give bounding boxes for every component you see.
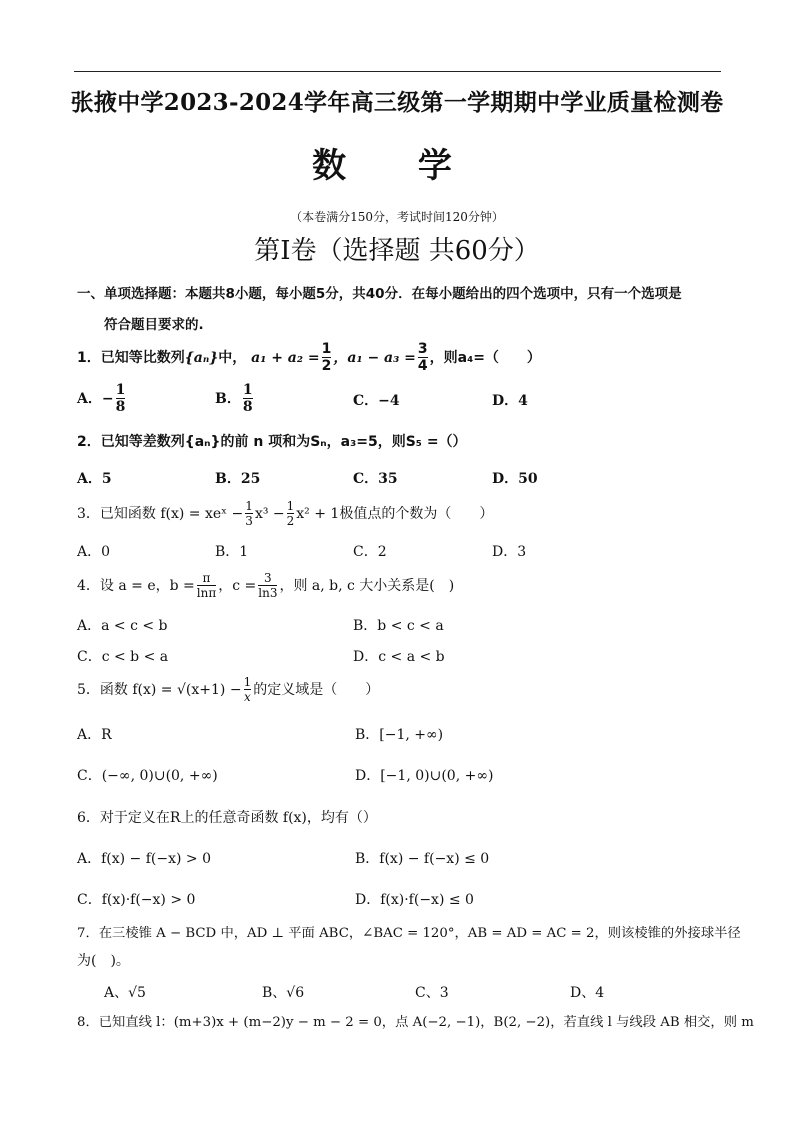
question-2: 2．已知等差数列{aₙ}的前 n 项和为Sₙ，a₃=5，则S₅ =（） — [77, 434, 467, 450]
question-5 — [77, 672, 379, 708]
q2-option-c: C．35 — [353, 471, 398, 487]
q1-frac1-num: 1 — [321, 340, 332, 357]
q4-frac-c-num: 3 — [264, 570, 272, 585]
question-1 — [77, 340, 541, 376]
q5-option-d: D．[−1, 0)∪(0, +∞) — [355, 768, 494, 784]
q1-sequence: {aₙ} — [184, 350, 219, 366]
q4-frac-b-num: π — [202, 570, 211, 585]
q4-frac-b — [197, 572, 216, 600]
q3-frac1 — [245, 500, 253, 528]
q5-prefix: 5．函数 f(x) = √(x+1) − — [77, 682, 242, 698]
q1-mid: 中， — [218, 350, 247, 366]
q6-option-a: A．f(x) − f(−x) > 0 — [77, 851, 212, 867]
q5-frac — [244, 676, 252, 704]
part-title: 第Ⅰ卷（选择题 共60分） — [254, 236, 540, 266]
q3-option-b: B．1 — [215, 544, 249, 560]
q1-frac2-num: 3 — [417, 340, 428, 357]
q1-option-a-sign: − — [101, 391, 114, 407]
q1-end: ，则a₄=（ ） — [429, 350, 541, 366]
q4-option-b: B．b < c < a — [353, 618, 444, 634]
q1-option-a — [77, 380, 127, 418]
q3-frac1-den: 3 — [245, 514, 253, 528]
q4-option-a: A．a < c < b — [77, 618, 168, 634]
q5-option-a: A．R — [77, 727, 112, 743]
q1-eq1: a₁ + a₂ = — [251, 350, 320, 366]
question-7-line1: 7．在三棱锥 A − BCD 中，AD ⊥ 平面 ABC，∠BAC = 120°，AB = AD = AC = 2，则该棱锥的外接球半径 — [77, 926, 741, 941]
header-rule — [74, 71, 721, 72]
q1-option-d: D．4 — [492, 393, 528, 409]
q5-option-b: B．[−1, +∞) — [355, 727, 444, 743]
q7-option-a: A、√5 — [104, 985, 146, 1001]
question-7-line2: 为( )。 — [77, 953, 130, 969]
q1-eq2: ，a₁ − a₃ = — [333, 350, 416, 366]
q5-frac-num: 1 — [243, 674, 252, 689]
q4-prefix: 4．设 a = e，b = — [77, 578, 195, 594]
q2-option-b: B．25 — [215, 471, 261, 487]
q1-option-b-frac — [243, 383, 253, 416]
q1-option-b-num: 1 — [242, 381, 253, 398]
question-3 — [77, 496, 493, 532]
section-instructions-line2: 符合题目要求的. — [104, 317, 204, 333]
q1-option-a-label: A． — [77, 391, 102, 407]
subject-title: 数 学 — [312, 146, 482, 186]
section-instructions-line1: 一、单项选择题：本题共8小题，每小题5分，共40分．在每小题给出的四个选项中，只有一个选项是 — [77, 286, 682, 302]
exam-title: 张掖中学2023-2024学年高三级第一学期期中学业质量检测卷 — [70, 89, 724, 116]
q6-option-b: B．f(x) − f(−x) ≤ 0 — [355, 851, 490, 867]
q5-end: 的定义域是（ ） — [253, 682, 380, 698]
q3-prefix: 3．已知函数 f(x) = xeˣ − — [77, 506, 244, 522]
q1-frac1 — [322, 342, 332, 375]
question-4 — [77, 566, 454, 606]
q3-mid: x³ − — [254, 506, 285, 522]
question-8-line1: 8．已知直线 l：(m+3)x + (m−2)y − m − 2 = 0，点 A(−2, −1)，B(2, −2)，若直线 l 与线段 AB 相交，则 m — [77, 1015, 754, 1030]
q2-option-d: D．50 — [492, 471, 538, 487]
q1-frac2-den: 4 — [417, 358, 428, 374]
q3-frac2-den: 2 — [286, 514, 295, 528]
q4-option-c: C．c < b < a — [77, 649, 169, 665]
q1-option-b-label: B． — [215, 391, 241, 407]
q3-frac2-num: 1 — [286, 498, 295, 513]
q5-option-c: C．(−∞, 0)∪(0, +∞) — [77, 768, 218, 784]
q1-option-b — [215, 380, 255, 418]
q3-option-c: C．2 — [353, 544, 387, 560]
q4-mid: ，c = — [218, 578, 257, 594]
question-6: 6．对于定义在R上的任意奇函数 f(x)，均有（） — [77, 810, 377, 826]
q4-frac-b-den: lnπ — [196, 586, 217, 600]
q1-prefix: 1．已知等比数列 — [77, 350, 185, 366]
q3-frac1-num: 1 — [245, 498, 253, 513]
q3-end: x² + 1极值点的个数为（ ） — [296, 506, 494, 522]
q7-option-d: D、4 — [570, 985, 605, 1001]
q7-option-b: B、√6 — [262, 985, 305, 1001]
q1-option-a-frac — [116, 383, 126, 416]
q1-frac1-den: 2 — [321, 358, 332, 374]
q1-option-b-den: 8 — [242, 399, 253, 415]
q4-frac-c-den: ln3 — [258, 586, 278, 600]
q7-option-c: C、3 — [415, 985, 449, 1001]
q1-option-a-num: 1 — [115, 381, 126, 398]
exam-note: （本卷满分150分，考试时间120分钟） — [290, 210, 504, 224]
q4-end: ，则 a, b, c 大小关系是( ) — [279, 578, 455, 594]
q3-frac2 — [287, 500, 295, 528]
q6-option-d: D．f(x)·f(−x) ≤ 0 — [355, 892, 474, 908]
q1-frac2 — [418, 342, 428, 375]
q4-option-d: D．c < a < b — [353, 649, 445, 665]
q2-option-a: A．5 — [77, 471, 112, 487]
q3-option-a: A．0 — [77, 544, 111, 560]
q5-frac-den: x — [243, 690, 251, 704]
q1-option-a-den: 8 — [115, 399, 126, 415]
q6-option-c: C．f(x)·f(−x) > 0 — [77, 892, 196, 908]
q4-frac-c — [258, 572, 277, 600]
q1-option-c: C．−4 — [353, 393, 400, 409]
q3-option-d: D．3 — [492, 544, 527, 560]
